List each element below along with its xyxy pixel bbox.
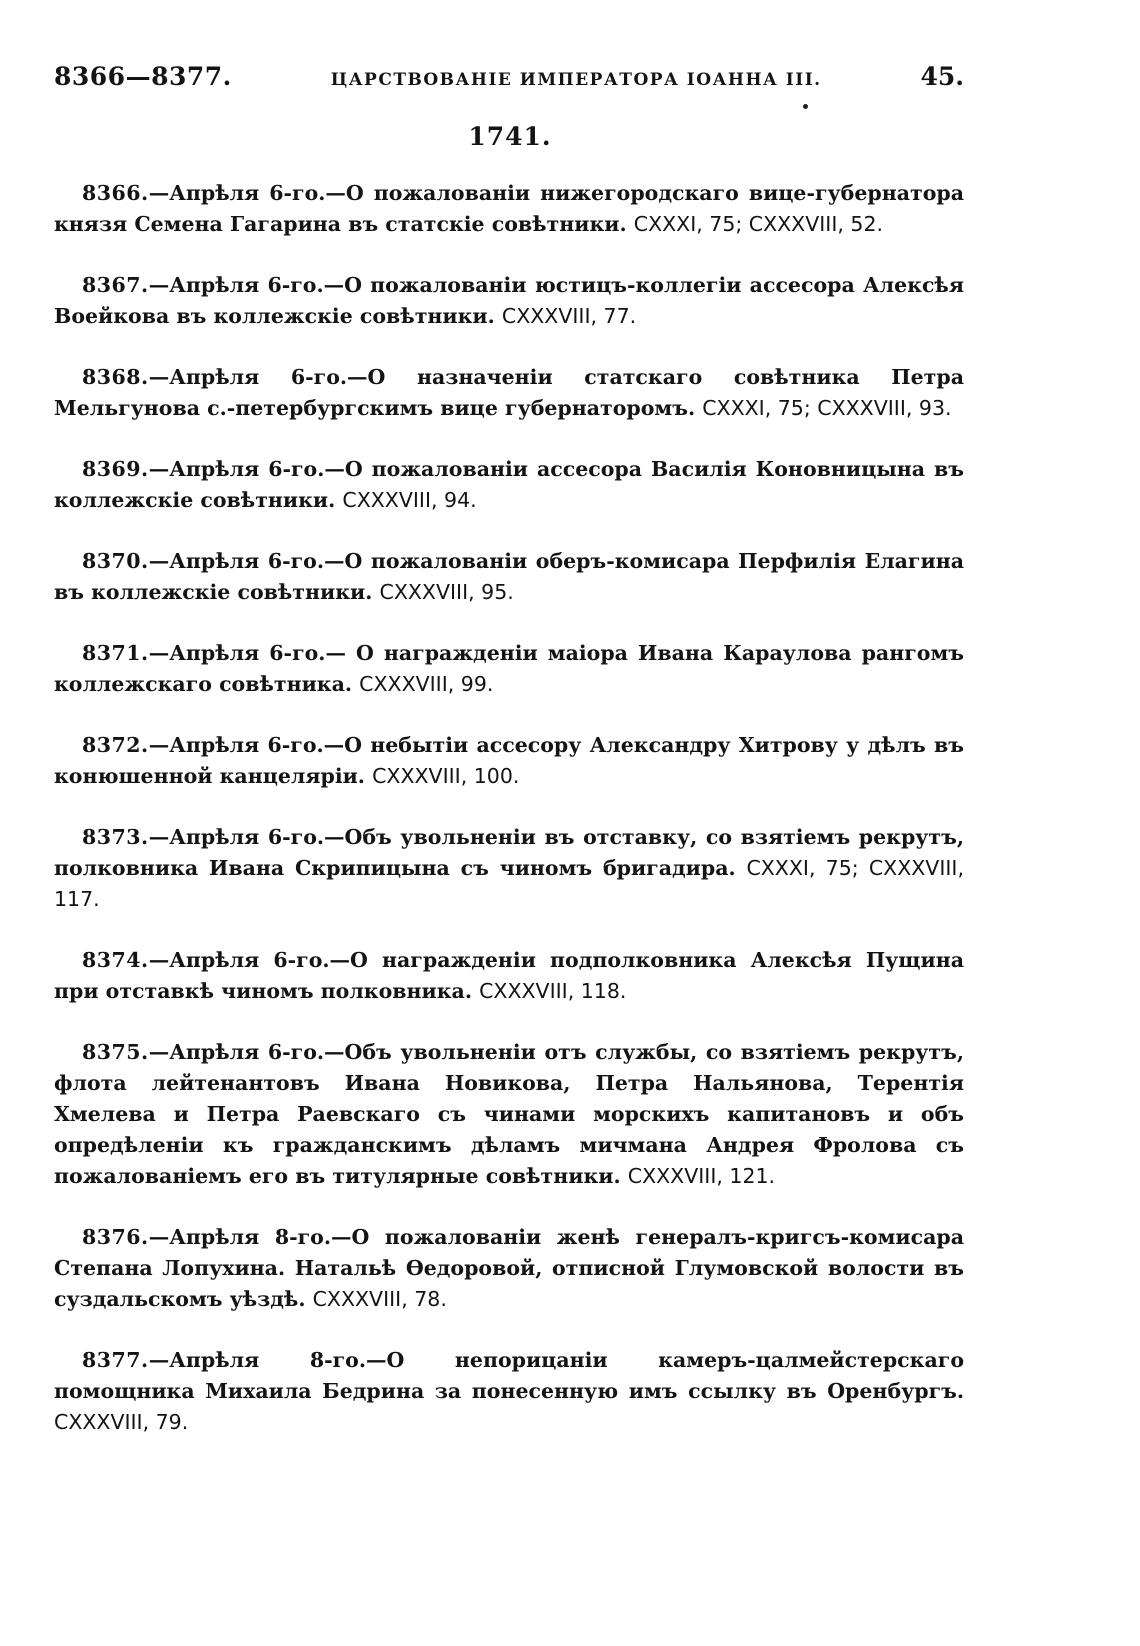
entry-number: 8370. bbox=[82, 549, 149, 573]
page-number: 45. bbox=[920, 62, 964, 91]
entry bbox=[54, 730, 964, 792]
entry bbox=[54, 1037, 964, 1192]
entries-list bbox=[54, 178, 964, 1468]
entry-references: CXXXVIII, 79. bbox=[54, 1410, 189, 1434]
entry-text: —Объ увольненіи въ отставку, со взятіемъ рекрутъ, полковника Ивана Скрипицына съ чиномъ бригадира. bbox=[54, 825, 964, 880]
entry-date: —Апрѣля 6-го. bbox=[148, 1040, 325, 1064]
entry-number: 8371. bbox=[82, 641, 149, 665]
entry-number: 8374. bbox=[82, 948, 149, 972]
entry bbox=[54, 945, 964, 1007]
entry-references: CXXXI, 75; CXXXVIII, 117. bbox=[54, 856, 964, 911]
entry bbox=[54, 454, 964, 516]
entry-text: —О пожалованіи оберъ-комисара Перфилія Елагина въ коллежскіе совѣтники. bbox=[54, 549, 964, 604]
entry-references: CXXXVIII, 100. bbox=[372, 764, 520, 788]
entry bbox=[54, 362, 964, 424]
entry-text: —О небытіи ассесору Александру Хитрову у дѣлъ въ конюшенной канцеляріи. bbox=[54, 733, 964, 788]
entry-references: CXXXVIII, 121. bbox=[627, 1164, 776, 1188]
entry-number: 8372. bbox=[82, 733, 149, 757]
entry-date: —Апрѣля 6-го. bbox=[148, 365, 347, 389]
entry-date: —Апрѣля 6-го. bbox=[148, 733, 324, 757]
entry-date: —Апрѣля 6-го. bbox=[148, 549, 324, 573]
entry-date: —Апрѣля 6-го. bbox=[148, 825, 325, 849]
entry-range: 8366—8377. bbox=[54, 62, 232, 91]
page-header bbox=[54, 62, 964, 102]
entry-date: —Апрѣля 6-го. bbox=[148, 273, 324, 297]
entry-text: —О пожалованіи нижегородскаго вице-губернатора князя Семена Гагарина въ статскіе совѣтники. bbox=[54, 181, 964, 236]
entry-number: 8369. bbox=[82, 457, 149, 481]
entry-date: —Апрѣля 8-го. bbox=[148, 1225, 331, 1249]
entry-text: —О пожалованіи юстицъ-коллегіи ассесора Алексѣя Воейкова въ коллежскіе совѣтники. bbox=[54, 273, 964, 328]
entry-text: —Объ увольненіи отъ службы, со взятіемъ рекрутъ, флота лейтенантовъ Ивана Новикова, Петра Нальянова, Терентія Хмелева и Петра Раевскаго съ чинами морскихъ капитановъ и объ опредѣленіи къ гражданскимъ дѣламъ мичмана Андрея Фролова съ пожалованіемъ его въ титулярные совѣтники. bbox=[54, 1040, 964, 1188]
entry-references: CXXXI, 75; CXXXVIII, 93. bbox=[702, 396, 952, 420]
entry-date: —Апрѣля 6-го. bbox=[148, 457, 325, 481]
entry-number: 8373. bbox=[82, 825, 149, 849]
entry-date: —Апрѣля 6-го. bbox=[148, 641, 326, 665]
entry-references: CXXXVIII, 95. bbox=[379, 580, 514, 604]
entry-number: 8377. bbox=[82, 1348, 149, 1372]
entry-number: 8367. bbox=[82, 273, 149, 297]
entry bbox=[54, 822, 964, 915]
entry-references: CXXXVIII, 78. bbox=[312, 1287, 447, 1311]
entry-text: — О награжденіи маіора Ивана Караулова рангомъ коллежскаго совѣтника. bbox=[54, 641, 964, 696]
entry-text: —О награжденіи подполковника Алексѣя Пущина при отставкѣ чиномъ полковника. bbox=[54, 948, 964, 1003]
entry-number: 8376. bbox=[82, 1225, 149, 1249]
entry-number: 8368. bbox=[82, 365, 149, 389]
year-heading: 1741. bbox=[468, 122, 552, 151]
entry bbox=[54, 1222, 964, 1315]
entry-references: CXXXVIII, 94. bbox=[342, 488, 477, 512]
entry-number: 8375. bbox=[82, 1040, 149, 1064]
entry-text: —О пожалованіи ассесора Василія Коновницына въ коллежскіе совѣтники. bbox=[54, 457, 964, 512]
entry-date: —Апрѣля 6-го. bbox=[148, 948, 330, 972]
entry-references: CXXXVIII, 118. bbox=[479, 979, 627, 1003]
entry-date: —Апрѣля 8-го. bbox=[148, 1348, 366, 1372]
print-speck bbox=[803, 104, 808, 109]
entry-text: —О непорицаніи камеръ-цалмейстерскаго помощника Михаила Бедрина за понесенную имъ ссылку въ Оренбургъ. bbox=[54, 1348, 964, 1403]
entry-text: —О пожалованіи женѣ генералъ-кригсъ-комисара Степана Лопухина. Натальѣ Ѳедоровой, отписной Глумовской волости въ суздальскомъ уѣздѣ. bbox=[54, 1225, 964, 1311]
entry-text: —О назначеніи статскаго совѣтника Петра Мельгунова с.-петербургскимъ вице губернаторомъ. bbox=[54, 365, 964, 420]
entry bbox=[54, 178, 964, 240]
entry-date: —Апрѣля 6-го. bbox=[148, 181, 326, 205]
entry-references: CXXXI, 75; CXXXVIII, 52. bbox=[633, 212, 884, 236]
entry-references: CXXXVIII, 99. bbox=[359, 672, 494, 696]
entry-references: CXXXVIII, 77. bbox=[501, 304, 637, 328]
running-title: ЦАРСТВОВАНІЕ ИМПЕРАТОРА ІОАННА III. bbox=[330, 70, 822, 90]
entry-number: 8366. bbox=[82, 181, 149, 205]
entry bbox=[54, 1345, 964, 1438]
entry bbox=[54, 270, 964, 332]
entry bbox=[54, 546, 964, 608]
entry bbox=[54, 638, 964, 700]
